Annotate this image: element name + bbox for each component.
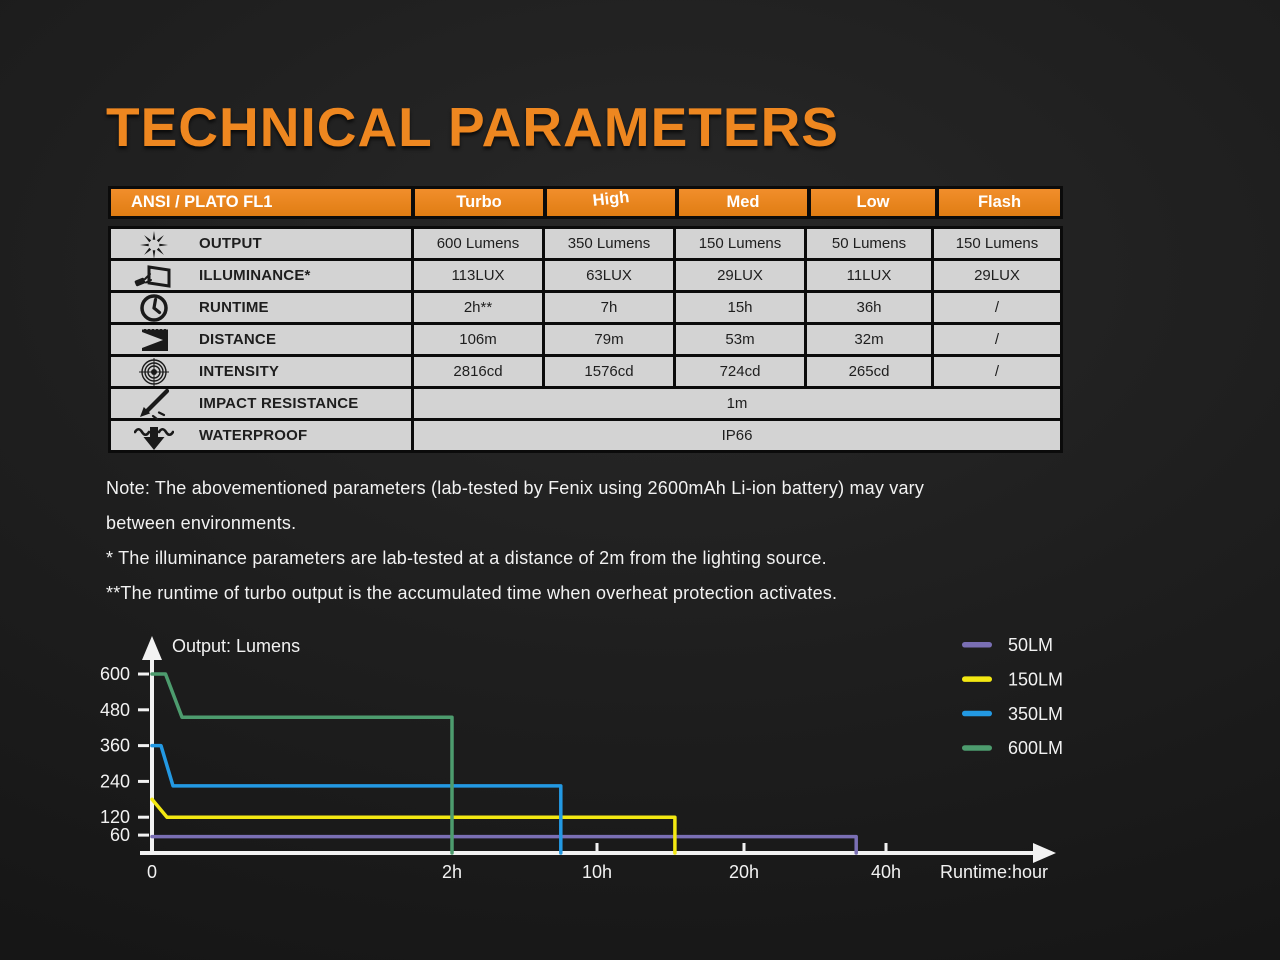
y-tick-label: 600	[99, 664, 130, 685]
header-label: High	[591, 188, 630, 210]
value-cell: 7h	[545, 293, 673, 322]
row-label: OUTPUT	[199, 235, 262, 252]
x-tick-label: 40h	[870, 862, 902, 882]
y-tick-label: 120	[99, 807, 130, 828]
legend-label-600lm: 600LM	[1008, 738, 1064, 759]
value-cell: 600 Lumens	[414, 229, 542, 258]
value-cell: 50 Lumens	[807, 229, 931, 258]
row-label: IMPACT RESISTANCE	[199, 395, 359, 412]
footnote-line: **The runtime of turbo output is the accumulated time when overheat protection activates.	[106, 583, 838, 603]
row-label: RUNTIME	[199, 299, 269, 316]
value-cell: IP66	[414, 421, 1060, 450]
value-cell: 724cd	[676, 357, 804, 386]
value-cell: 2h**	[414, 293, 542, 322]
value-cell: /	[934, 293, 1060, 322]
value-cell: 53m	[676, 325, 804, 354]
y-tick-label: 240	[99, 771, 130, 792]
header-label: Flash	[977, 193, 1022, 211]
y-tick-label: 360	[99, 735, 130, 756]
header-label: Turbo	[456, 193, 502, 211]
value-cell: 32m	[807, 325, 931, 354]
series-line-600lm	[152, 674, 452, 853]
legend-label-150lm: 150LM	[1008, 669, 1064, 690]
x-axis-arrow	[1033, 843, 1056, 863]
value-cell: 11LUX	[807, 261, 931, 290]
value-cell: 29LUX	[676, 261, 804, 290]
y-tick-label: 480	[99, 699, 130, 720]
legend-swatch-50lm	[962, 642, 992, 648]
value-cell: /	[934, 325, 1060, 354]
legend-swatch-350lm	[962, 711, 992, 717]
value-cell: 63LUX	[545, 261, 673, 290]
x-tick-label: 2h	[441, 862, 463, 882]
x-tick-label: 20h	[728, 862, 760, 882]
value-cell: 1m	[414, 389, 1060, 418]
footnote-line: Note: The abovementioned parameters (lab-tested by Fenix using 2600mAh Li-ion battery) may vary	[106, 478, 925, 498]
x-axis-title: Runtime:hour	[940, 862, 1049, 882]
legend-label-50lm: 50LM	[1008, 635, 1054, 655]
chart-title: Output: Lumens	[172, 636, 301, 656]
value-cell: 15h	[676, 293, 804, 322]
value-cell: 113LUX	[414, 261, 542, 290]
row-label: ILLUMINANCE*	[199, 267, 311, 284]
legend-swatch-600lm	[962, 745, 992, 751]
page-title: TECHNICAL PARAMETERS	[106, 96, 839, 158]
value-cell: 2816cd	[414, 357, 542, 386]
footnote-line: * The illuminance parameters are lab-tested at a distance of 2m from the lighting source.	[106, 548, 827, 568]
row-label: WATERPROOF	[199, 427, 308, 444]
header-label: Med	[726, 193, 760, 211]
value-cell: 106m	[414, 325, 542, 354]
value-cell: 265cd	[807, 357, 931, 386]
value-cell: 150 Lumens	[676, 229, 804, 258]
value-cell: 29LUX	[934, 261, 1060, 290]
header-label: Low	[856, 193, 890, 211]
x-tick-label: 10h	[581, 862, 613, 882]
header-label: ANSI / PLATO FL1	[131, 193, 273, 211]
value-cell: 79m	[545, 325, 673, 354]
x-tick-label: 0	[146, 862, 158, 882]
y-tick-label: 60	[109, 825, 130, 846]
legend-label-350lm: 350LM	[1008, 703, 1064, 724]
value-cell: 150 Lumens	[934, 229, 1060, 258]
value-cell: 1576cd	[545, 357, 673, 386]
y-axis-arrow	[142, 636, 162, 660]
footnote-line: between environments.	[106, 513, 297, 533]
row-label: DISTANCE	[199, 331, 277, 348]
row-label: INTENSITY	[199, 363, 280, 380]
value-cell: /	[934, 357, 1060, 386]
value-cell: 350 Lumens	[545, 229, 673, 258]
value-cell: 36h	[807, 293, 931, 322]
legend-swatch-150lm	[962, 676, 992, 682]
series-line-50lm	[152, 837, 856, 853]
